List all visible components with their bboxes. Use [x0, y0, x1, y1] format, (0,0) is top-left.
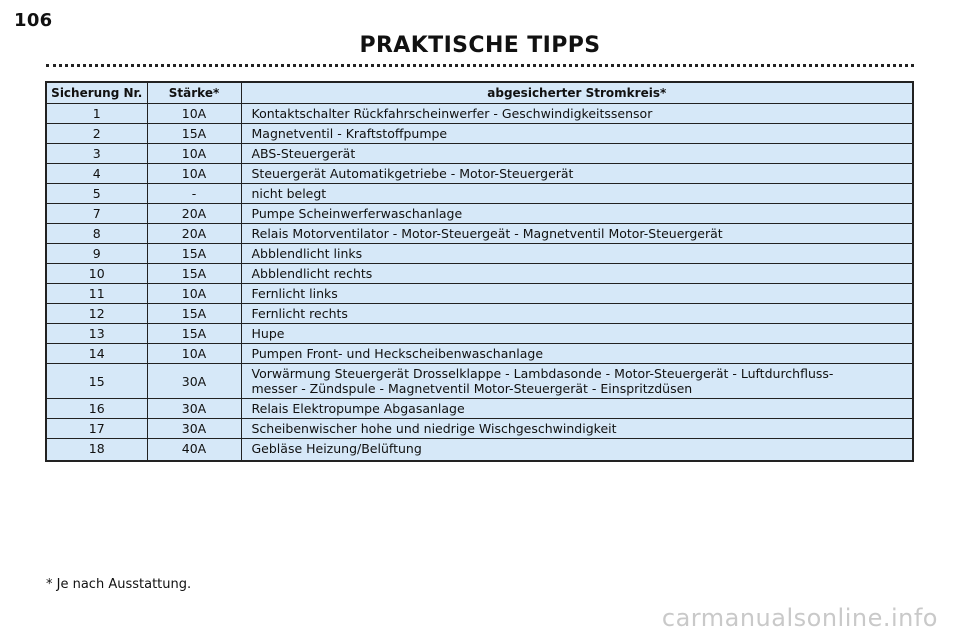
cell-rating: 10A: [147, 344, 241, 364]
table-row: [46, 344, 913, 364]
table-row: [46, 104, 913, 124]
header-fuse-number: Sicherung Nr.: [46, 82, 147, 104]
cell-fuse-number: 7: [46, 204, 147, 224]
circuit-text-line2: messer - Zündspule - Magnetventil Motor-Steuergerät - Einspritzdüsen: [251, 381, 693, 396]
cell-fuse-number: 16: [46, 399, 147, 419]
footnote: * Je nach Ausstattung.: [46, 577, 192, 592]
cell-rating: 20A: [147, 204, 241, 224]
circuit-text: Hupe: [251, 326, 285, 341]
cell-rating: 10A: [147, 164, 241, 184]
table-row: [46, 224, 913, 244]
cell-rating: 20A: [147, 224, 241, 244]
cell-rating: 15A: [147, 244, 241, 264]
cell-rating: -: [147, 184, 241, 204]
cell-fuse-number: 13: [46, 324, 147, 344]
table-row: [46, 124, 913, 144]
table-row: [46, 304, 913, 324]
cell-fuse-number: 18: [46, 439, 147, 462]
circuit-text: Abblendlicht links: [251, 246, 363, 261]
cell-protected-circuit: [241, 264, 913, 284]
page-number: 106: [14, 10, 53, 31]
cell-fuse-number: 11: [46, 284, 147, 304]
circuit-text: Relais Motorventilator - Motor-Steuergeät - Magnetventil Motor-Steuergerät: [251, 226, 723, 241]
circuit-text: nicht belegt: [251, 186, 327, 201]
circuit-text: Relais Elektropumpe Abgasanlage: [251, 401, 465, 416]
table-row: [46, 204, 913, 224]
circuit-text: ABS-Steuergerät: [251, 146, 356, 161]
circuit-text: Vorwärmung Steuergerät Drosselklappe - Lambdasonde - Motor-Steuergerät - Luftdurchfluss-: [251, 366, 834, 381]
cell-fuse-number: 5: [46, 184, 147, 204]
circuit-text: Steuergerät Automatikgetriebe - Motor-Steuergerät: [251, 166, 574, 181]
header-rating: Stärke*: [147, 82, 241, 104]
cell-fuse-number: 8: [46, 224, 147, 244]
cell-rating: 15A: [147, 324, 241, 344]
table-header-row: [46, 82, 913, 104]
table-row: [46, 144, 913, 164]
header-protected-circuit: abgesicherter Stromkreis*: [241, 82, 913, 104]
cell-fuse-number: 1: [46, 104, 147, 124]
cell-rating: 30A: [147, 364, 241, 399]
cell-protected-circuit: [241, 244, 913, 264]
cell-protected-circuit: [241, 419, 913, 439]
table-row: [46, 284, 913, 304]
dotted-divider: [46, 64, 914, 67]
cell-rating: 15A: [147, 304, 241, 324]
page-title: PRAKTISCHE TIPPS: [359, 33, 601, 58]
cell-rating: 30A: [147, 419, 241, 439]
cell-protected-circuit: [241, 164, 913, 184]
cell-rating: 10A: [147, 284, 241, 304]
circuit-text: Fernlicht rechts: [251, 306, 348, 321]
cell-fuse-number: 10: [46, 264, 147, 284]
cell-rating: 40A: [147, 439, 241, 462]
cell-protected-circuit: [241, 204, 913, 224]
cell-rating: 15A: [147, 264, 241, 284]
cell-protected-circuit: [241, 144, 913, 164]
circuit-text: Abblendlicht rechts: [251, 266, 373, 281]
cell-fuse-number: 3: [46, 144, 147, 164]
table-row: [46, 244, 913, 264]
cell-protected-circuit: [241, 344, 913, 364]
circuit-text: Pumpen Front- und Heckscheibenwaschanlage: [251, 346, 544, 361]
cell-protected-circuit: [241, 439, 913, 462]
table-row: [46, 264, 913, 284]
table-row: [46, 399, 913, 419]
table-row: [46, 324, 913, 344]
cell-fuse-number: 4: [46, 164, 147, 184]
cell-fuse-number: 12: [46, 304, 147, 324]
cell-fuse-number: 14: [46, 344, 147, 364]
cell-rating: 30A: [147, 399, 241, 419]
watermark: carmanualsonline.info: [661, 604, 938, 632]
circuit-text: Kontaktschalter Rückfahrscheinwerfer - Geschwindigkeitssensor: [251, 106, 653, 121]
cell-protected-circuit: [241, 224, 913, 244]
table-row: [46, 184, 913, 204]
cell-fuse-number: 9: [46, 244, 147, 264]
cell-fuse-number: 15: [46, 364, 147, 399]
cell-rating: 10A: [147, 144, 241, 164]
circuit-text: Fernlicht links: [251, 286, 338, 301]
cell-protected-circuit: [241, 399, 913, 419]
cell-protected-circuit: [241, 364, 913, 399]
cell-protected-circuit: [241, 124, 913, 144]
fuse-table: [45, 81, 914, 462]
circuit-text: Gebläse Heizung/Belüftung: [251, 441, 422, 456]
cell-protected-circuit: [241, 104, 913, 124]
cell-protected-circuit: [241, 324, 913, 344]
cell-rating: 15A: [147, 124, 241, 144]
cell-fuse-number: 2: [46, 124, 147, 144]
circuit-text: Scheibenwischer hohe und niedrige Wischgeschwindigkeit: [251, 421, 617, 436]
table-row: [46, 439, 913, 462]
table-row: [46, 364, 913, 399]
cell-protected-circuit: [241, 304, 913, 324]
table-row: [46, 164, 913, 184]
circuit-text: Pumpe Scheinwerferwaschanlage: [251, 206, 463, 221]
circuit-text: Magnetventil - Kraftstoffpumpe: [251, 126, 448, 141]
cell-rating: 10A: [147, 104, 241, 124]
cell-protected-circuit: [241, 284, 913, 304]
table-row: [46, 419, 913, 439]
cell-fuse-number: 17: [46, 419, 147, 439]
cell-protected-circuit: [241, 184, 913, 204]
